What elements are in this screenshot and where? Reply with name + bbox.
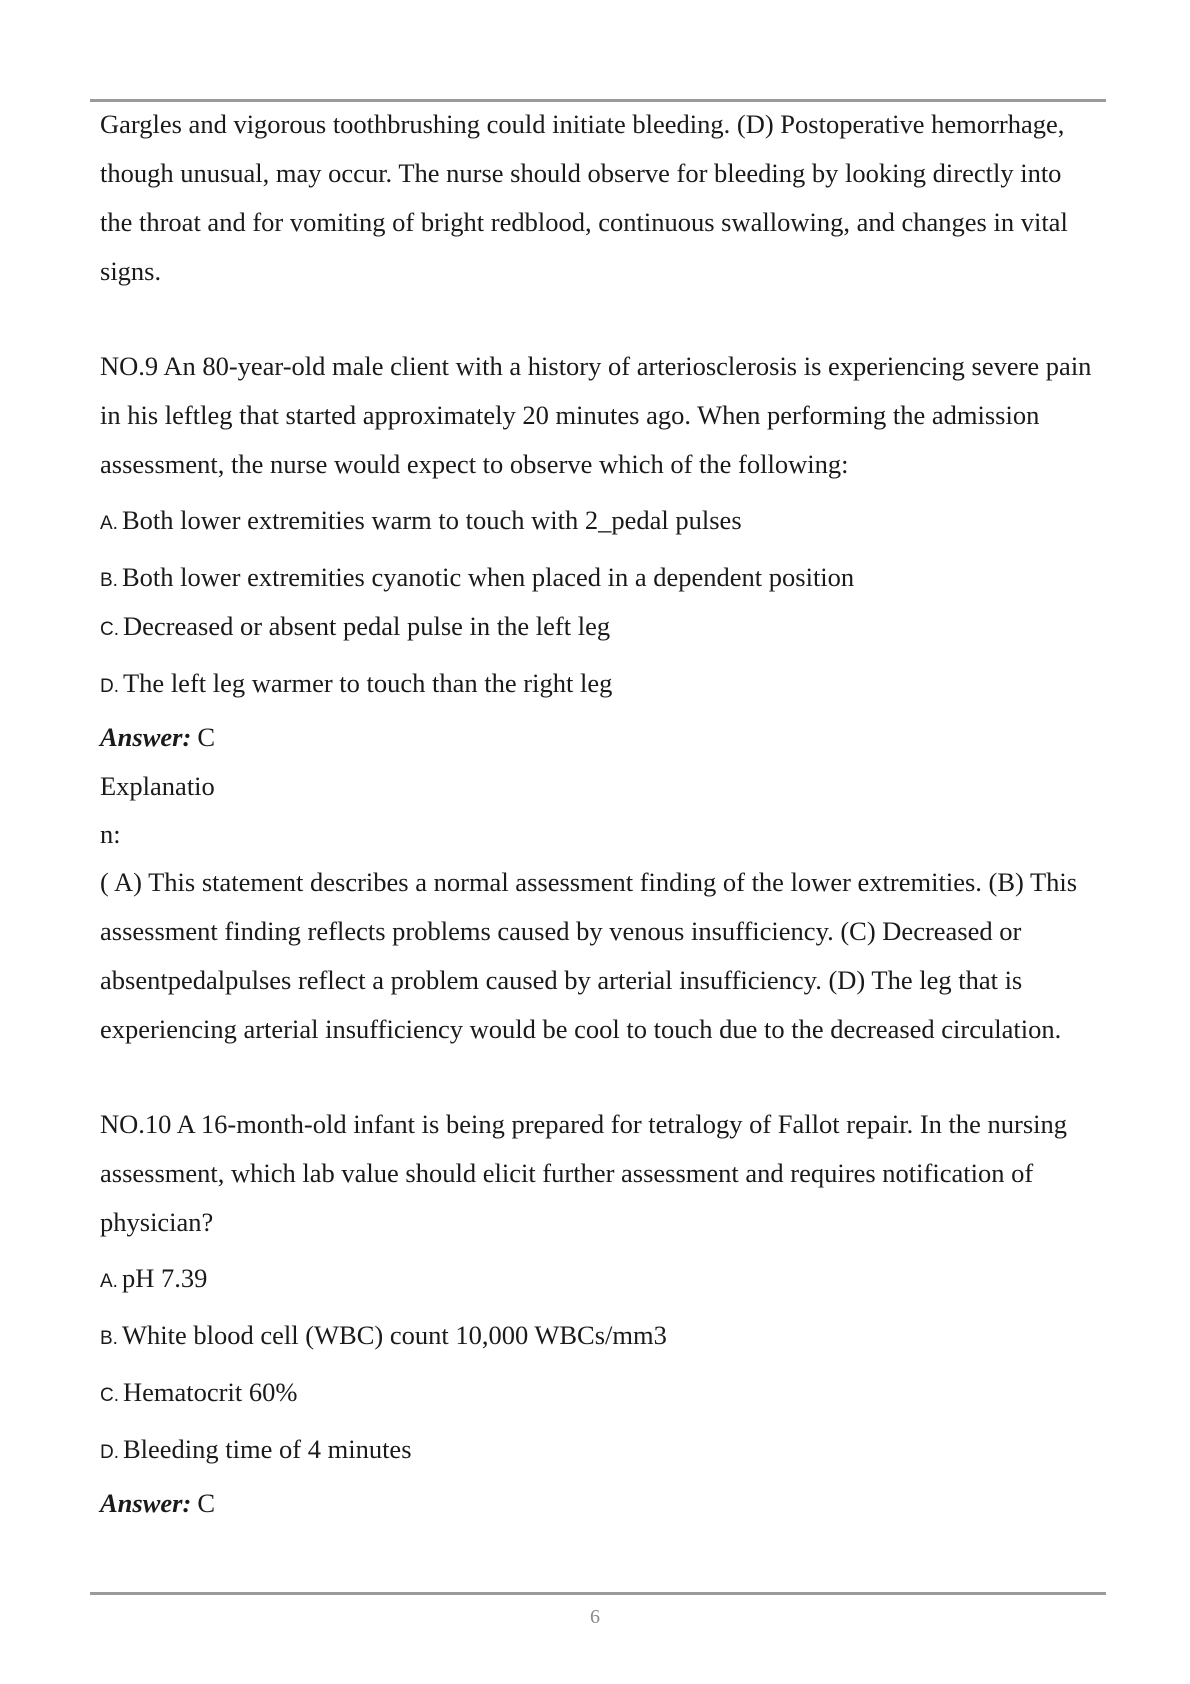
- page-number: 6: [590, 1606, 600, 1628]
- option-c: [100, 1364, 1100, 1421]
- answer-line: [100, 712, 1100, 762]
- option-text: pH 7.39: [121, 1263, 208, 1293]
- answer-label: Answer:: [100, 722, 192, 752]
- option-letter: B.: [100, 1328, 118, 1349]
- option-text: Both lower extremities warm to touch with 2_pedal pulses: [121, 505, 742, 535]
- option-c: [100, 606, 1100, 655]
- option-a: [100, 492, 1100, 549]
- question-10: [100, 1100, 1100, 1528]
- explanation-heading-1: Explanatio: [100, 771, 215, 801]
- explanation-heading-2: n:: [100, 819, 121, 849]
- option-letter: A.: [100, 1271, 118, 1292]
- option-text: Both lower extremities cyanotic when placed in a dependent position: [121, 562, 855, 592]
- option-b: [100, 1307, 1100, 1364]
- option-text: Decreased or absent pedal pulse in the left leg: [123, 611, 611, 641]
- option-letter: D.: [100, 1442, 119, 1463]
- option-a: [100, 1250, 1100, 1307]
- continuation-paragraph: Gargles and vigorous toothbrushing could initiate bleeding. (D) Postoperative hemorrhage, though unusual, may occur. The nurse should observe for bleeding by looking directly into the throat and for vomiting of bright redblood, continuous swallowing, and changes in vital signs.: [100, 109, 1068, 286]
- option-text: The left leg warmer to touch than the right leg: [123, 668, 613, 698]
- option-letter: D.: [100, 676, 119, 697]
- option-text: Hematocrit 60%: [123, 1377, 298, 1407]
- option-letter: C.: [100, 1385, 119, 1406]
- question-stem: NO.10 A 16-month-old infant is being prepared for tetralogy of Fallot repair. In the nursing assessment, which lab value should elicit further assessment and requires notification of physician?: [100, 1109, 1068, 1237]
- explanation-paragraph: ( A) This statement describes a normal assessment finding of the lower extremities. (B) This assessment finding reflects problems caused by venous insufficiency. (C) Decreased or absentpedalpulses reflect a problem caused by arterial insufficiency. (D) The leg that is experiencing arterial insufficiency would be cool to touch due to the decreased circulation.: [100, 867, 1078, 1044]
- option-d: [100, 655, 1100, 712]
- option-letter: B.: [100, 570, 118, 591]
- answer-label: Answer:: [100, 1488, 192, 1518]
- option-b: [100, 549, 1100, 606]
- answer-line: [100, 1478, 1100, 1528]
- option-letter: C.: [100, 619, 119, 640]
- question-9: [100, 342, 1100, 1054]
- answer-value: C: [197, 1488, 215, 1518]
- option-text: Bleeding time of 4 minutes: [123, 1434, 412, 1464]
- option-text: White blood cell (WBC) count 10,000 WBCs/mm3: [121, 1320, 667, 1350]
- question-stem: NO.9 An 80-year-old male client with a history of arteriosclerosis is experiencing severe pain in his leftleg that started approximately 20 minutes ago. When performing the admission assessment, the nurse would expect to observe which of the following:: [100, 351, 1092, 479]
- option-d: [100, 1421, 1100, 1478]
- option-letter: A.: [100, 513, 118, 534]
- footer-rule: [90, 1592, 1106, 1595]
- page-content: [100, 100, 1100, 1528]
- answer-value: C: [197, 722, 215, 752]
